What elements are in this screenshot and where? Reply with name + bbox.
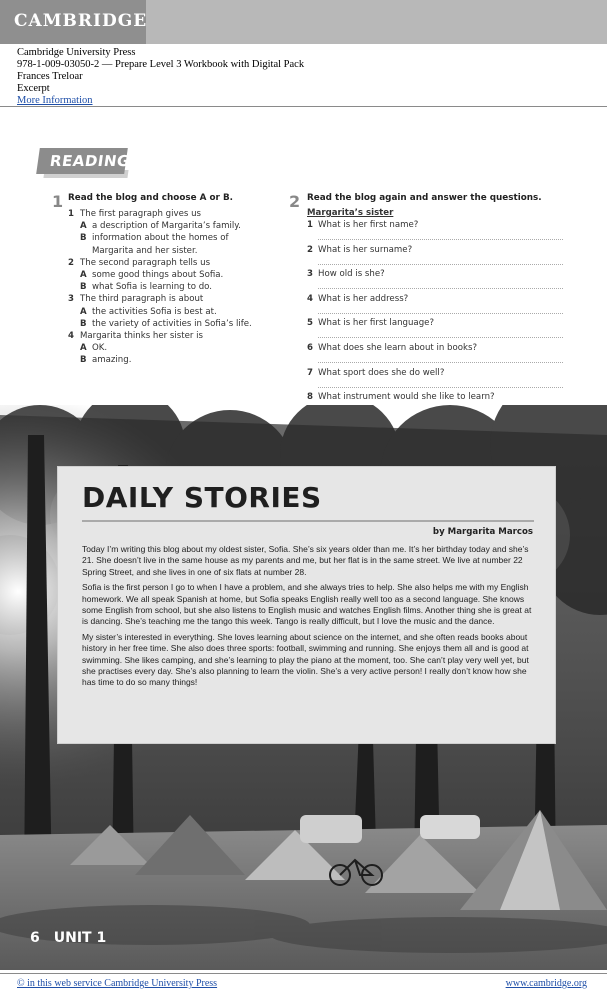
- ex1-option-letter: A: [80, 343, 87, 354]
- ex2-answer-line[interactable]: [318, 239, 563, 240]
- ex1-option-letter: A: [80, 306, 87, 317]
- ex2-question: [307, 294, 567, 319]
- copyright-link[interactable]: © in this web service Cambridge University Press: [17, 978, 218, 989]
- ex2-question-text: What is her first language?: [318, 318, 435, 329]
- ex2-question-text: What is her surname?: [318, 244, 413, 255]
- ex1-option-letter: A: [80, 270, 87, 281]
- ex1-question-text: The second paragraph tells us: [80, 257, 211, 268]
- ex1-question-number: 2: [68, 257, 74, 268]
- ex1-option-text: what Sofia is learning to do.: [92, 282, 213, 293]
- ex1-option-letter: B: [80, 318, 87, 329]
- ex1-option-text: information about the homes of Margarita and her sister.: [92, 233, 229, 256]
- blog-title: DAILY STORIES: [82, 481, 322, 514]
- exercise-2: [307, 193, 567, 417]
- ex1-option-text: the activities Sofia is best at.: [92, 306, 217, 317]
- blog-paragraph-2: Sofia is the first person I go to when I have a problem, and she always tries to help. She also helps me with my English homework. We all speak Spanish at home, but Sofia speaks English really well too as a second language. She knows some English from school, but she also listens to English music and watches English films. Another thing she is great at is dancing. She’s teaching me the tango this week. Tango is really difficult, but I love the music and the dance.: [82, 582, 532, 627]
- blog-paragraph-3: My sister’s interested in everything. She loves learning about science on the internet, and she often reads books about history in her free time. She also does three sports: football, swimming and running. She enjoys them all and is good at swimming. She likes camping, and she’s learning to play the piano at the moment, too. She can’t play very well yet, but she practises every day. She’s also planning to learn the violin. She’s a very active person! I really don’t know how she has time to do so many things!: [82, 631, 529, 688]
- ex2-question-number: 4: [307, 293, 313, 304]
- ex2-question: [307, 368, 567, 393]
- reading-section-badge: READING: [36, 148, 128, 174]
- ex1-question-number: 4: [68, 331, 74, 342]
- ex2-question-number: 2: [307, 244, 313, 255]
- exercise-1-questions: [68, 208, 283, 367]
- exercise-1-number: 1: [52, 192, 64, 211]
- ex2-question-text: How old is she?: [318, 269, 385, 280]
- ex1-option[interactable]: [68, 354, 283, 366]
- footer-divider: [0, 973, 607, 974]
- ex1-option[interactable]: [68, 318, 283, 330]
- ex1-question-text: The third paragraph is about: [80, 294, 204, 305]
- ex2-question: [307, 343, 567, 368]
- meta-excerpt: Excerpt: [17, 83, 50, 94]
- ex2-question-number: 1: [307, 220, 313, 230]
- ex2-answer-line[interactable]: [318, 337, 563, 338]
- header-divider: [0, 106, 607, 107]
- ex1-question: [68, 293, 283, 305]
- ex1-option-text: the variety of activities in Sofia’s life.: [92, 318, 252, 329]
- ex1-option-letter: B: [80, 282, 87, 293]
- ex2-question-text: What is her address?: [318, 293, 409, 304]
- ex2-question-text: What is her first name?: [318, 220, 419, 230]
- ex1-question-text: The first paragraph gives us: [80, 209, 201, 219]
- exercise-2-questions: [307, 220, 567, 417]
- ex2-question: [307, 220, 567, 245]
- ex1-question-text: Margarita thinks her sister is: [80, 331, 204, 342]
- ex2-question-number: 6: [307, 342, 313, 353]
- ex2-question-number: 3: [307, 269, 313, 280]
- ex1-option[interactable]: [68, 281, 283, 293]
- ex1-option-text: some good things about Sofia.: [92, 270, 224, 281]
- meta-author: Frances Treloar: [17, 71, 83, 82]
- ex1-option[interactable]: [68, 232, 283, 256]
- ex2-question: [307, 318, 567, 343]
- exercise-1-title: Read the blog and choose A or B.: [68, 193, 233, 203]
- book-metadata: [17, 47, 304, 107]
- ex1-option-letter: A: [80, 221, 87, 232]
- ex1-option[interactable]: [68, 269, 283, 281]
- ex2-question-text: What instrument would she like to learn?: [318, 392, 495, 403]
- cambridge-website-link[interactable]: www.cambridge.org: [505, 978, 587, 989]
- ex2-question: [307, 269, 567, 294]
- unit-name: UNIT 1: [53, 930, 107, 946]
- exercise-2-number: 2: [289, 192, 301, 211]
- page-unit-label: [30, 930, 120, 946]
- ex1-option-text: OK.: [92, 343, 108, 354]
- ex2-answer-line[interactable]: [318, 288, 563, 289]
- ex1-question: [68, 208, 283, 220]
- meta-isbn-title: 978-1-009-03050-2 — Prepare Level 3 Workbook with Digital Pack: [17, 59, 305, 70]
- blog-title-rule: [82, 520, 534, 522]
- ex1-option-text: amazing.: [92, 355, 132, 366]
- ex2-question: [307, 245, 567, 270]
- ex2-question-text: What sport does she do well?: [318, 367, 445, 378]
- ex2-question-number: 5: [307, 318, 313, 329]
- exercise-2-title: Read the blog again and answer the questions.: [307, 193, 542, 203]
- blog-card: [58, 467, 555, 743]
- page-number: 6: [30, 930, 40, 946]
- ex2-answer-line[interactable]: [318, 264, 563, 265]
- ex2-answer-line[interactable]: [318, 313, 563, 314]
- ex2-question-number: 8: [307, 392, 313, 403]
- blog-paragraph-1: Today I’m writing this blog about my oldest sister, Sofia. She’s six years older than me. It’s her birthday today and she’s 21. She doesn’t live in the same house as my parents and me, but her flat is in the same street. We live at number 22 Spring Street, and she lives in one of six flats at number 28.: [82, 544, 529, 577]
- ex2-answer-line[interactable]: [318, 362, 563, 363]
- blog-author: by Margarita Marcos: [432, 527, 533, 537]
- ex1-question-number: 1: [68, 209, 74, 219]
- ex1-option[interactable]: [68, 220, 283, 232]
- ex1-option-text: a description of Margarita’s family.: [92, 221, 241, 232]
- cambridge-logo: CAMBRIDGE: [0, 0, 146, 44]
- ex1-option[interactable]: [68, 306, 283, 318]
- ex1-option-letter: B: [80, 355, 87, 366]
- ex2-question-number: 7: [307, 367, 313, 378]
- more-information-link[interactable]: More Information: [17, 95, 93, 106]
- exercise-2-subtitle: Margarita’s sister: [307, 208, 394, 218]
- meta-publisher: Cambridge University Press: [17, 47, 136, 58]
- ex2-question-text: What does she learn about in books?: [318, 342, 478, 353]
- blog-body: [82, 544, 536, 693]
- exercise-1: [68, 193, 283, 367]
- ex1-question: [68, 330, 283, 342]
- ex1-option[interactable]: [68, 342, 283, 354]
- ex1-question: [68, 257, 283, 269]
- ex2-answer-line[interactable]: [318, 387, 563, 388]
- ex1-question-number: 3: [68, 294, 74, 305]
- ex1-option-letter: B: [80, 233, 87, 244]
